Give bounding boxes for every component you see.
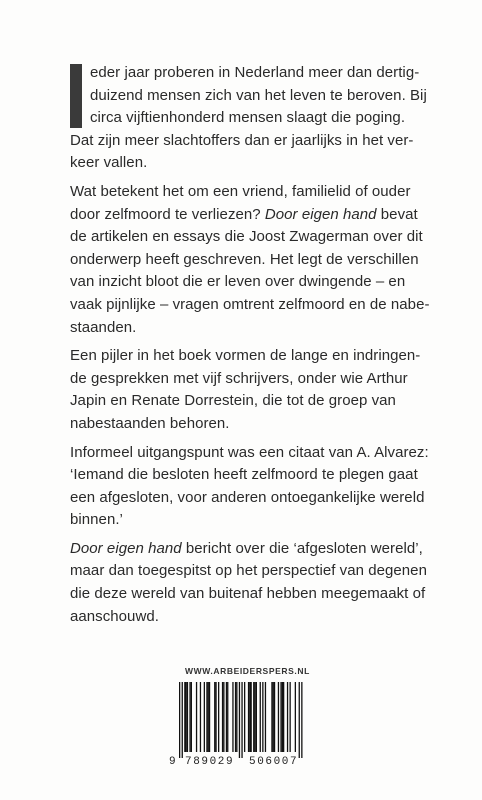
barcode-bar xyxy=(290,682,291,752)
barcode-bar xyxy=(232,682,233,752)
text-line xyxy=(70,538,430,561)
barcode-bar xyxy=(235,682,236,752)
barcode-bar xyxy=(249,682,250,752)
text-line: een afgesloten, voor anderen ontoegankelijke wereld xyxy=(70,488,425,506)
barcode-bar xyxy=(236,682,237,752)
paragraph-1 xyxy=(70,62,430,175)
barcode-bar xyxy=(262,682,263,752)
text-line: van inzicht bloot die er leven over dwingende – en xyxy=(70,273,406,291)
barcode-bar xyxy=(283,682,284,752)
text-line: Wat betekent het om een vriend, familielid of ouder xyxy=(70,182,411,200)
barcode-bar xyxy=(241,682,242,758)
text-line: ‘Iemand die besloten heeft zelfmoord te plegen gaat xyxy=(70,466,418,484)
text-line: onderwerp heeft geschreven. Het legt de verschillen xyxy=(70,250,419,268)
barcode-bar xyxy=(253,682,254,752)
text-line: maar dan toegespitst op het perspectief van degenen xyxy=(70,562,427,580)
text-line: die deze wereld van buitenaf hebben meegemaakt of xyxy=(70,585,426,603)
text-line: binnen.’ xyxy=(70,511,123,529)
barcode-bar xyxy=(287,682,288,752)
text-line: Een pijler in het boek vormen de lange en indringen- xyxy=(70,347,421,365)
paragraph-2 xyxy=(70,181,430,339)
barcode-bar xyxy=(204,682,205,752)
barcode-bar xyxy=(223,682,224,752)
barcode-bar xyxy=(226,682,227,752)
barcode-bar xyxy=(280,682,281,752)
text-line: Dat zijn meer slachtoffers dan er jaarlijks in het ver- xyxy=(70,131,414,149)
text-line: duizend mensen zich van het leven te beroven. Bij xyxy=(90,86,427,104)
barcode-bar xyxy=(191,682,192,752)
text-line: Informeel uitgangspunt was een citaat van A. Alvarez: xyxy=(70,443,429,461)
barcode-bar xyxy=(278,682,279,752)
paragraph-4 xyxy=(70,442,430,532)
barcode-bar xyxy=(196,682,197,752)
text-fragment: bevat xyxy=(376,205,418,223)
barcode-bar xyxy=(299,682,300,758)
barcode-bar xyxy=(227,682,228,752)
barcode-bar xyxy=(206,682,207,752)
text-line: keer vallen. xyxy=(70,154,148,172)
barcode-bar xyxy=(251,682,252,752)
barcode-bar xyxy=(189,682,190,752)
text-line: Japin en Renate Dorrestein, die tot de groep van xyxy=(70,392,396,410)
text-line: circa vijftienhonderd mensen slaagt die poging. xyxy=(90,109,406,127)
text-line: eder jaar proberen in Nederland meer dan dertig- xyxy=(90,64,420,81)
barcode-bar xyxy=(184,682,185,752)
text-line: nabestaanden behoren. xyxy=(70,414,230,432)
barcode-bar xyxy=(214,682,215,752)
barcode-bar xyxy=(239,682,240,758)
barcode-bar xyxy=(271,682,272,752)
blurb-text xyxy=(70,62,430,634)
barcode-bar xyxy=(218,682,219,752)
barcode-bar xyxy=(187,682,188,752)
barcode-right-digits: 506007 xyxy=(249,756,299,768)
book-title-italic: Door eigen hand xyxy=(264,205,377,223)
barcode-bar xyxy=(215,682,216,752)
barcode-left-digits: 789029 xyxy=(185,756,235,768)
barcode-bar xyxy=(282,682,283,752)
book-title-italic: Door eigen hand xyxy=(70,539,182,557)
barcode-bar xyxy=(209,682,210,752)
barcode-bar xyxy=(200,682,201,752)
text-line: vaak pijnlijke – vragen omtrent zelfmoord en de nabe- xyxy=(70,295,430,313)
text-line: de gesprekken met vijf schrijvers, onder wie Arthur xyxy=(70,369,408,387)
barcode-bar xyxy=(182,682,183,758)
text-fragment: door zelfmoord te verliezen? xyxy=(70,205,265,223)
barcode-bar xyxy=(273,682,274,752)
barcode-bar xyxy=(186,682,187,752)
barcode-first-digit: 9 xyxy=(169,756,178,768)
text-line xyxy=(70,204,430,227)
barcode-bar xyxy=(244,682,245,752)
text-line: aanschouwd. xyxy=(70,607,159,625)
barcode-bar xyxy=(222,682,223,752)
publisher-url: WWW.ARBEIDERSPERS.NL xyxy=(185,666,310,676)
text-line: de artikelen en essays die Joost Zwagerman over dit xyxy=(70,228,423,246)
barcode-bar xyxy=(274,682,275,752)
barcode-bar xyxy=(256,682,257,752)
barcode-bars xyxy=(169,682,312,758)
barcode-bar xyxy=(254,682,255,752)
isbn-barcode xyxy=(169,682,312,770)
text-line: staanden. xyxy=(70,318,137,336)
barcode-bar xyxy=(295,682,296,752)
barcode-bar xyxy=(248,682,249,752)
barcode-bar xyxy=(260,682,261,752)
paragraph-5 xyxy=(70,538,430,628)
text-fragment: bericht over die ‘afgesloten wereld’, xyxy=(181,539,423,557)
barcode-bar xyxy=(179,682,180,758)
barcode-bar xyxy=(265,682,266,752)
barcode-bar xyxy=(301,682,302,758)
paragraph-3 xyxy=(70,345,430,435)
barcode-bar xyxy=(208,682,209,752)
